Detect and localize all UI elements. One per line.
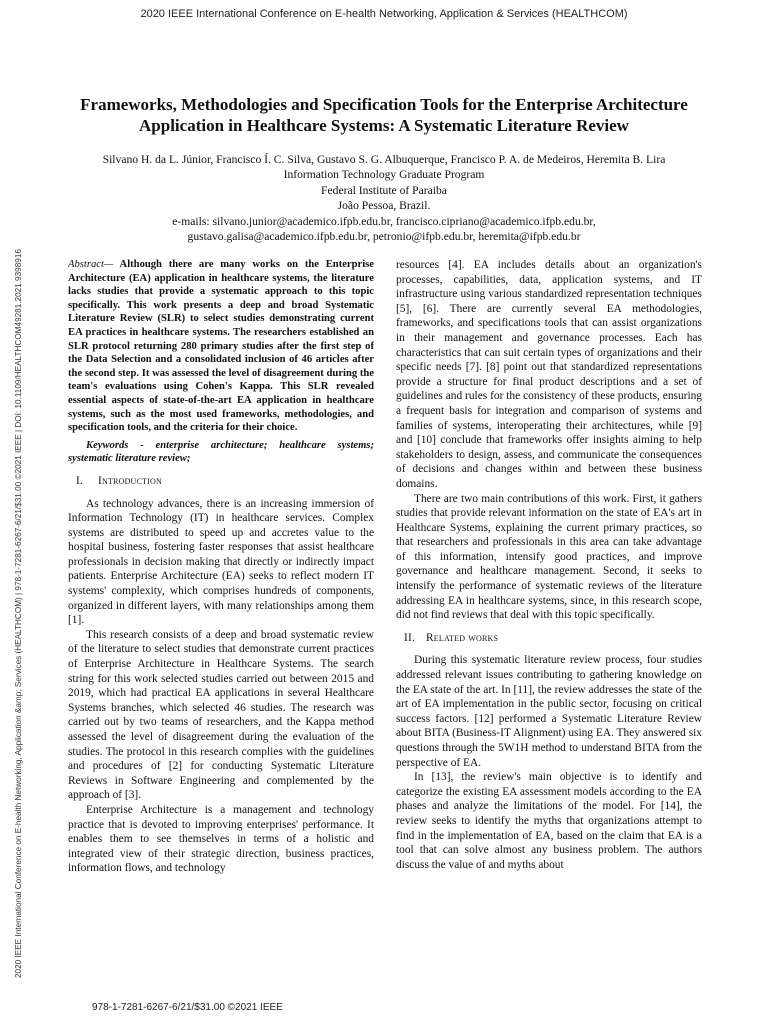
section-number: II. xyxy=(404,631,416,644)
intro-paragraph-2: This research consists of a deep and broad systematic review of the literature to select studies that demonstrate current practices of Enterprise Architecture in Healthcare Systems. The search string for this work selected studies carried out between 2015 and 2019, which had practical EA applications in several Healthcare Systems branches, which selected 46 studies. The research was carried out by two teams of researchers, and the Kappa method assessed the level of disagreement during the evaluation of the studies. The protocol in this research complies with the guidelines and procedures of [2] for conducting Systematic Literature Reviews in Software Engineering and complemented by the approach of [3]. xyxy=(68,628,374,802)
abstract-label: Abstract— xyxy=(68,259,114,270)
abstract-text: Although there are many works on the Enterprise Architecture (EA) application in healthcare systems, the literature lacks studies that provide a systematic approach to this topic specifically. This work presents a deep and broad Systematic Literature Review (SLR) to select studies demonstrating current EA practices in healthcare systems. The researchers established an SLR protocol returning 280 primary studies after the first step of the Data Selection and a consolidated inclusion of 46 articles after the second step. It was assessed the level of disagreement during the team's evaluations using Cohen's Kappa. This SLR revealed essential aspects of state-of-the-art EA application in healthcare systems, such as the most used frameworks, methodologies, and specification tools, and the criteria for their choice. xyxy=(68,259,374,434)
left-column xyxy=(68,258,374,988)
paper-title xyxy=(40,94,728,136)
paper-title-line-1: Frameworks, Methodologies and Specification Tools for the Enterprise Architecture xyxy=(80,95,688,114)
contributions-paragraph: There are two main contributions of this work. First, it gathers studies that provide relevant information on the state of EA's art in Healthcare Systems, explaining the current primary practices, so that researchers and professionals in this area can take advantage of this information, intensify good practices, and improve governance and healthcare management. Second, it seeks to intensify the performance of systematic reviews of the literature addressing EA in healthcare systems, since, in this research scope, did not find reviews that deal with this topic specifically. xyxy=(396,492,702,622)
side-identifier-strip: 2020 IEEE International Conference on E-health Networking, Application &amp; Services (HEALTHCOM) | 978-1-7281-6267-6/21/$31.00 ©2021 IEEE | DOI: 10.1109/HEALTHCOM49281.2021.9398916 xyxy=(14,249,23,978)
related-paragraph-1: During this systematic literature review process, four studies addressed relevant issues contributing to gathering knowledge on the EA state of the art. In [11], the review addresses the state of the art of EA implementation in the public sector, focusing on critical success factors. [12] performed a Systematic Literature Review about BITA (Business-IT Alignment) using EA. They answered six questions through the 5W1H method to understand BITA from the perspective of EA. xyxy=(396,654,702,769)
keywords-label: Keywords xyxy=(86,439,129,451)
author-institution: Federal Institute of Paraiba xyxy=(321,183,447,197)
intro-paragraph-1: As technology advances, there is an increasing immersion of Information Technology (IT) in healthcare services. Complex systems are distributed to speed up and accretes value to the hospital business, fostering faster responses that assist healthcare professionals in decision making that directly or indirectly impact patients. Enterprise Architecture (EA) seeks to reflect modern IT systems' complexity, which comprises hundreds of components, organized in different layers, with many relationships among them [1]. xyxy=(68,497,374,627)
author-emails-line-1: e-mails: silvano.junior@academico.ifpb.edu.br, francisco.cipriano@academico.ifpb.edu.br, xyxy=(172,214,596,228)
section-heading-related-works xyxy=(396,631,702,646)
paper-title-line-2: Application in Healthcare Systems: A Systematic Literature Review xyxy=(139,116,629,135)
author-affiliation: Information Technology Graduate Program xyxy=(283,168,485,182)
right-column xyxy=(396,258,702,988)
section-title: Related works xyxy=(426,631,499,644)
author-location: João Pessoa, Brazil. xyxy=(337,199,431,213)
author-emails-line-2: gustavo.galisa@academico.ifpb.edu.br, petronio@ifpb.edu.br, heremita@ifpb.edu.br xyxy=(187,230,581,244)
related-paragraph-2: In [13], the review's main objective is to identify and categorize the existing EA assessment models according to the EA phases and analyze the limitations of the model. For [14], the review seeks to identify the myths that organizations attempt to find in the implementation of EA, based on the claim that EA is a tool that can solve almost any business problem. The authors discuss the value of and myths about xyxy=(396,771,702,871)
intro-continuation: resources [4]. EA includes details about an organization's processes, capabilities, data, application systems, and IT infrastructure using various standardized representation techniques [5], [6]. There are currently several EA methodologies, frameworks, and specifications tools that can assist organizations in their management and governance processes. Each has characteristics that can suit certain types of organizations and their specific needs [7]. [8] point out that standardized representations provide a structure for final product descriptions and a set of guidelines and rules for the consistency of these products, ensuring a frequent basis for integration and comparison of systems and families of systems, interoperating their architectures, while [9] and [10] conclude that frameworks offer insights aiming to help stakeholders to design, assess, and communicate the consequences of decisions and changes within and between these business domains. xyxy=(396,259,702,490)
conference-header: 2020 IEEE International Conference on E-health Networking, Application & Services (HEALTHCOM) xyxy=(140,8,628,20)
footer-identifier: 978-1-7281-6267-6/21/$31.00 ©2021 IEEE xyxy=(92,1002,283,1013)
section-heading-introduction xyxy=(68,474,374,489)
abstract xyxy=(68,258,374,435)
keywords xyxy=(68,439,374,466)
intro-paragraph-3: Enterprise Architecture is a management and technology practice that is devoted to improving enterprises' performance. It enables them to see themselves in terms of a holistic and integrated view of their strategic direction, business practices, information flows, and technology xyxy=(68,803,374,875)
author-block xyxy=(40,152,728,244)
section-title: Introduction xyxy=(98,474,162,487)
section-number: I. xyxy=(76,474,84,487)
keywords-text: - enterprise architecture; healthcare systems; systematic literature review; xyxy=(68,439,374,465)
author-names: Silvano H. da L. Júnior, Francisco Í. C. Silva, Gustavo S. G. Albuquerque, Francisco P. A. de Medeiros, Heremita B. Lira xyxy=(102,153,666,166)
